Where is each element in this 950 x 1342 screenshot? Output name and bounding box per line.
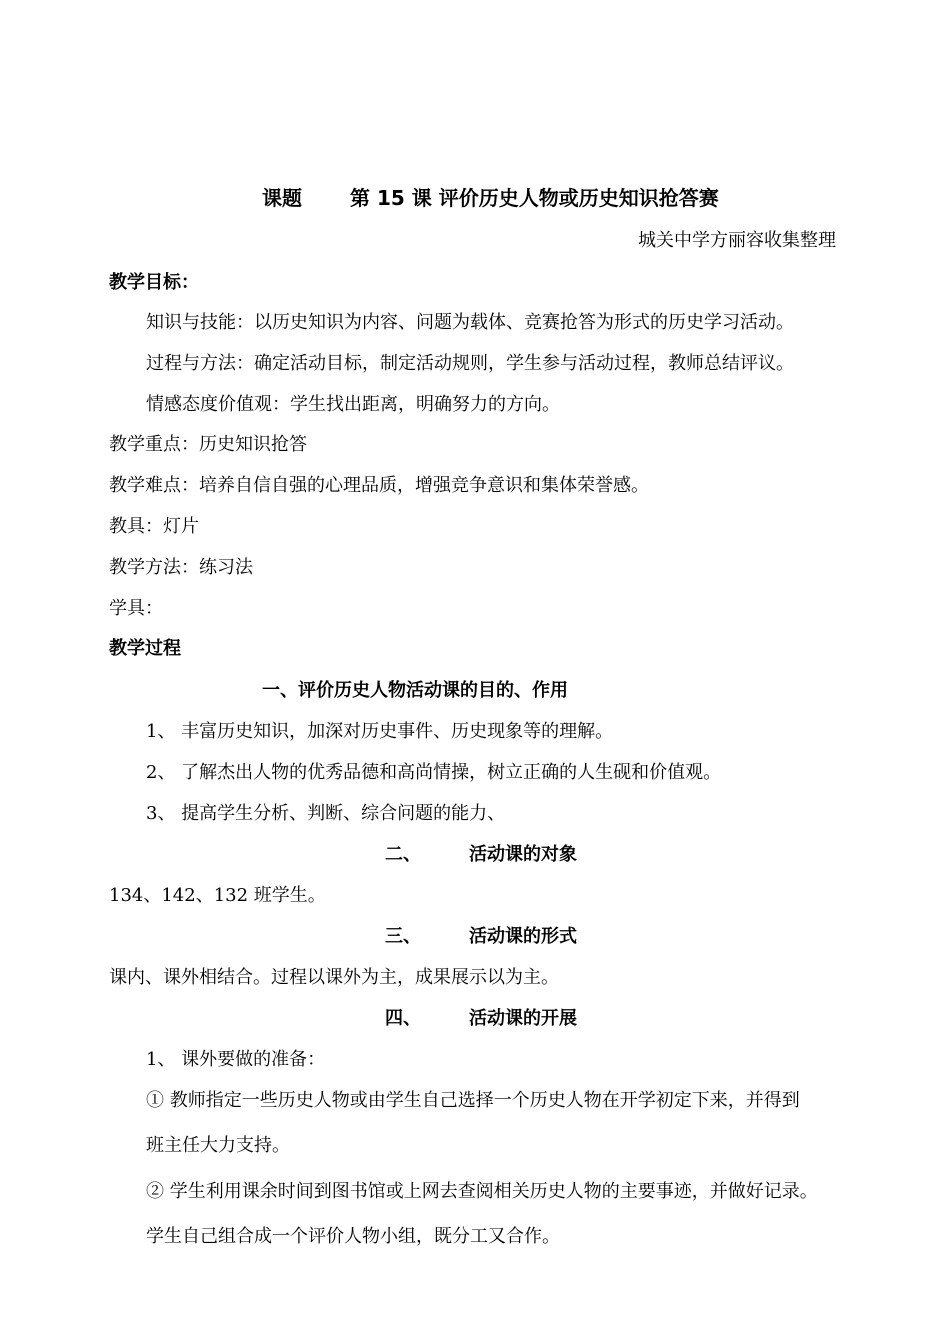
section1-item-1: 1、 丰富历史知识，加深对历史事件、历史现象等的理解。 [146, 721, 614, 742]
objective-process: 过程与方法：确定活动目标，制定活动规则，学生参与活动过程，教师总结评议。 [146, 353, 794, 374]
section4-p1-line2: 班主任大力支持。 [146, 1135, 290, 1156]
difficulty: 教学难点：培养自信自强的心理品质，增强竞争意识和集体荣誉感。 [109, 475, 649, 496]
section4-p2-line2: 学生自己组合成一个评价人物小组，既分工又合作。 [146, 1226, 560, 1247]
title-label: 课题 [262, 186, 302, 210]
objectives-heading: 教学目标： [109, 272, 199, 293]
section3-text: 活动课的形式 [469, 926, 577, 947]
teaching-aids: 教具：灯片 [109, 516, 199, 537]
title-text: 第 15 课 评价历史人物或历史知识抢答赛 [350, 186, 719, 210]
section1-item-3: 3、 提高学生分析、判断、综合问题的能力、 [146, 803, 506, 824]
section3-body: 课内、课外相结合。过程以课外为主，成果展示以为主。 [109, 967, 559, 988]
process-heading: 教学过程 [109, 638, 181, 659]
section1-title: 一、评价历史人物活动课的目的、作用 [262, 680, 568, 701]
section4-text: 活动课的开展 [469, 1008, 577, 1029]
objective-attitude: 情感态度价值观：学生找出距离，明确努力的方向。 [146, 394, 560, 415]
section2-body: 134、142、132 班学生。 [109, 885, 326, 906]
section4-p1-line1: ① 教师指定一些历史人物或由学生自己选择一个历史人物在开学初定下来，并得到 [146, 1090, 800, 1111]
section3-title [385, 925, 577, 949]
section2-num: 二、 [385, 844, 421, 865]
section2-text: 活动课的对象 [469, 844, 577, 865]
section2-title [385, 843, 577, 867]
section4-p2-line1: ② 学生利用课余时间到图书馆或上网去查阅相关历史人物的主要事迹，并做好记录。 [146, 1181, 818, 1202]
section4-title [385, 1007, 577, 1031]
section4-sub1: 1、 课外要做的准备： [146, 1049, 326, 1070]
section4-num: 四、 [385, 1008, 421, 1029]
section1-item-2: 2、 了解杰出人物的优秀品德和高尚情操，树立正确的人生砚和价值观。 [146, 762, 722, 783]
section3-num: 三、 [385, 926, 421, 947]
key-point: 教学重点：历史知识抢答 [109, 434, 307, 455]
page-title [262, 186, 719, 210]
learning-aids: 学具： [109, 598, 163, 619]
teaching-method: 教学方法：练习法 [109, 557, 253, 578]
objective-knowledge: 知识与技能：以历史知识为内容、问题为载体、竞赛抢答为形式的历史学习活动。 [146, 312, 794, 333]
author-line: 城关中学方丽容收集整理 [638, 230, 836, 251]
